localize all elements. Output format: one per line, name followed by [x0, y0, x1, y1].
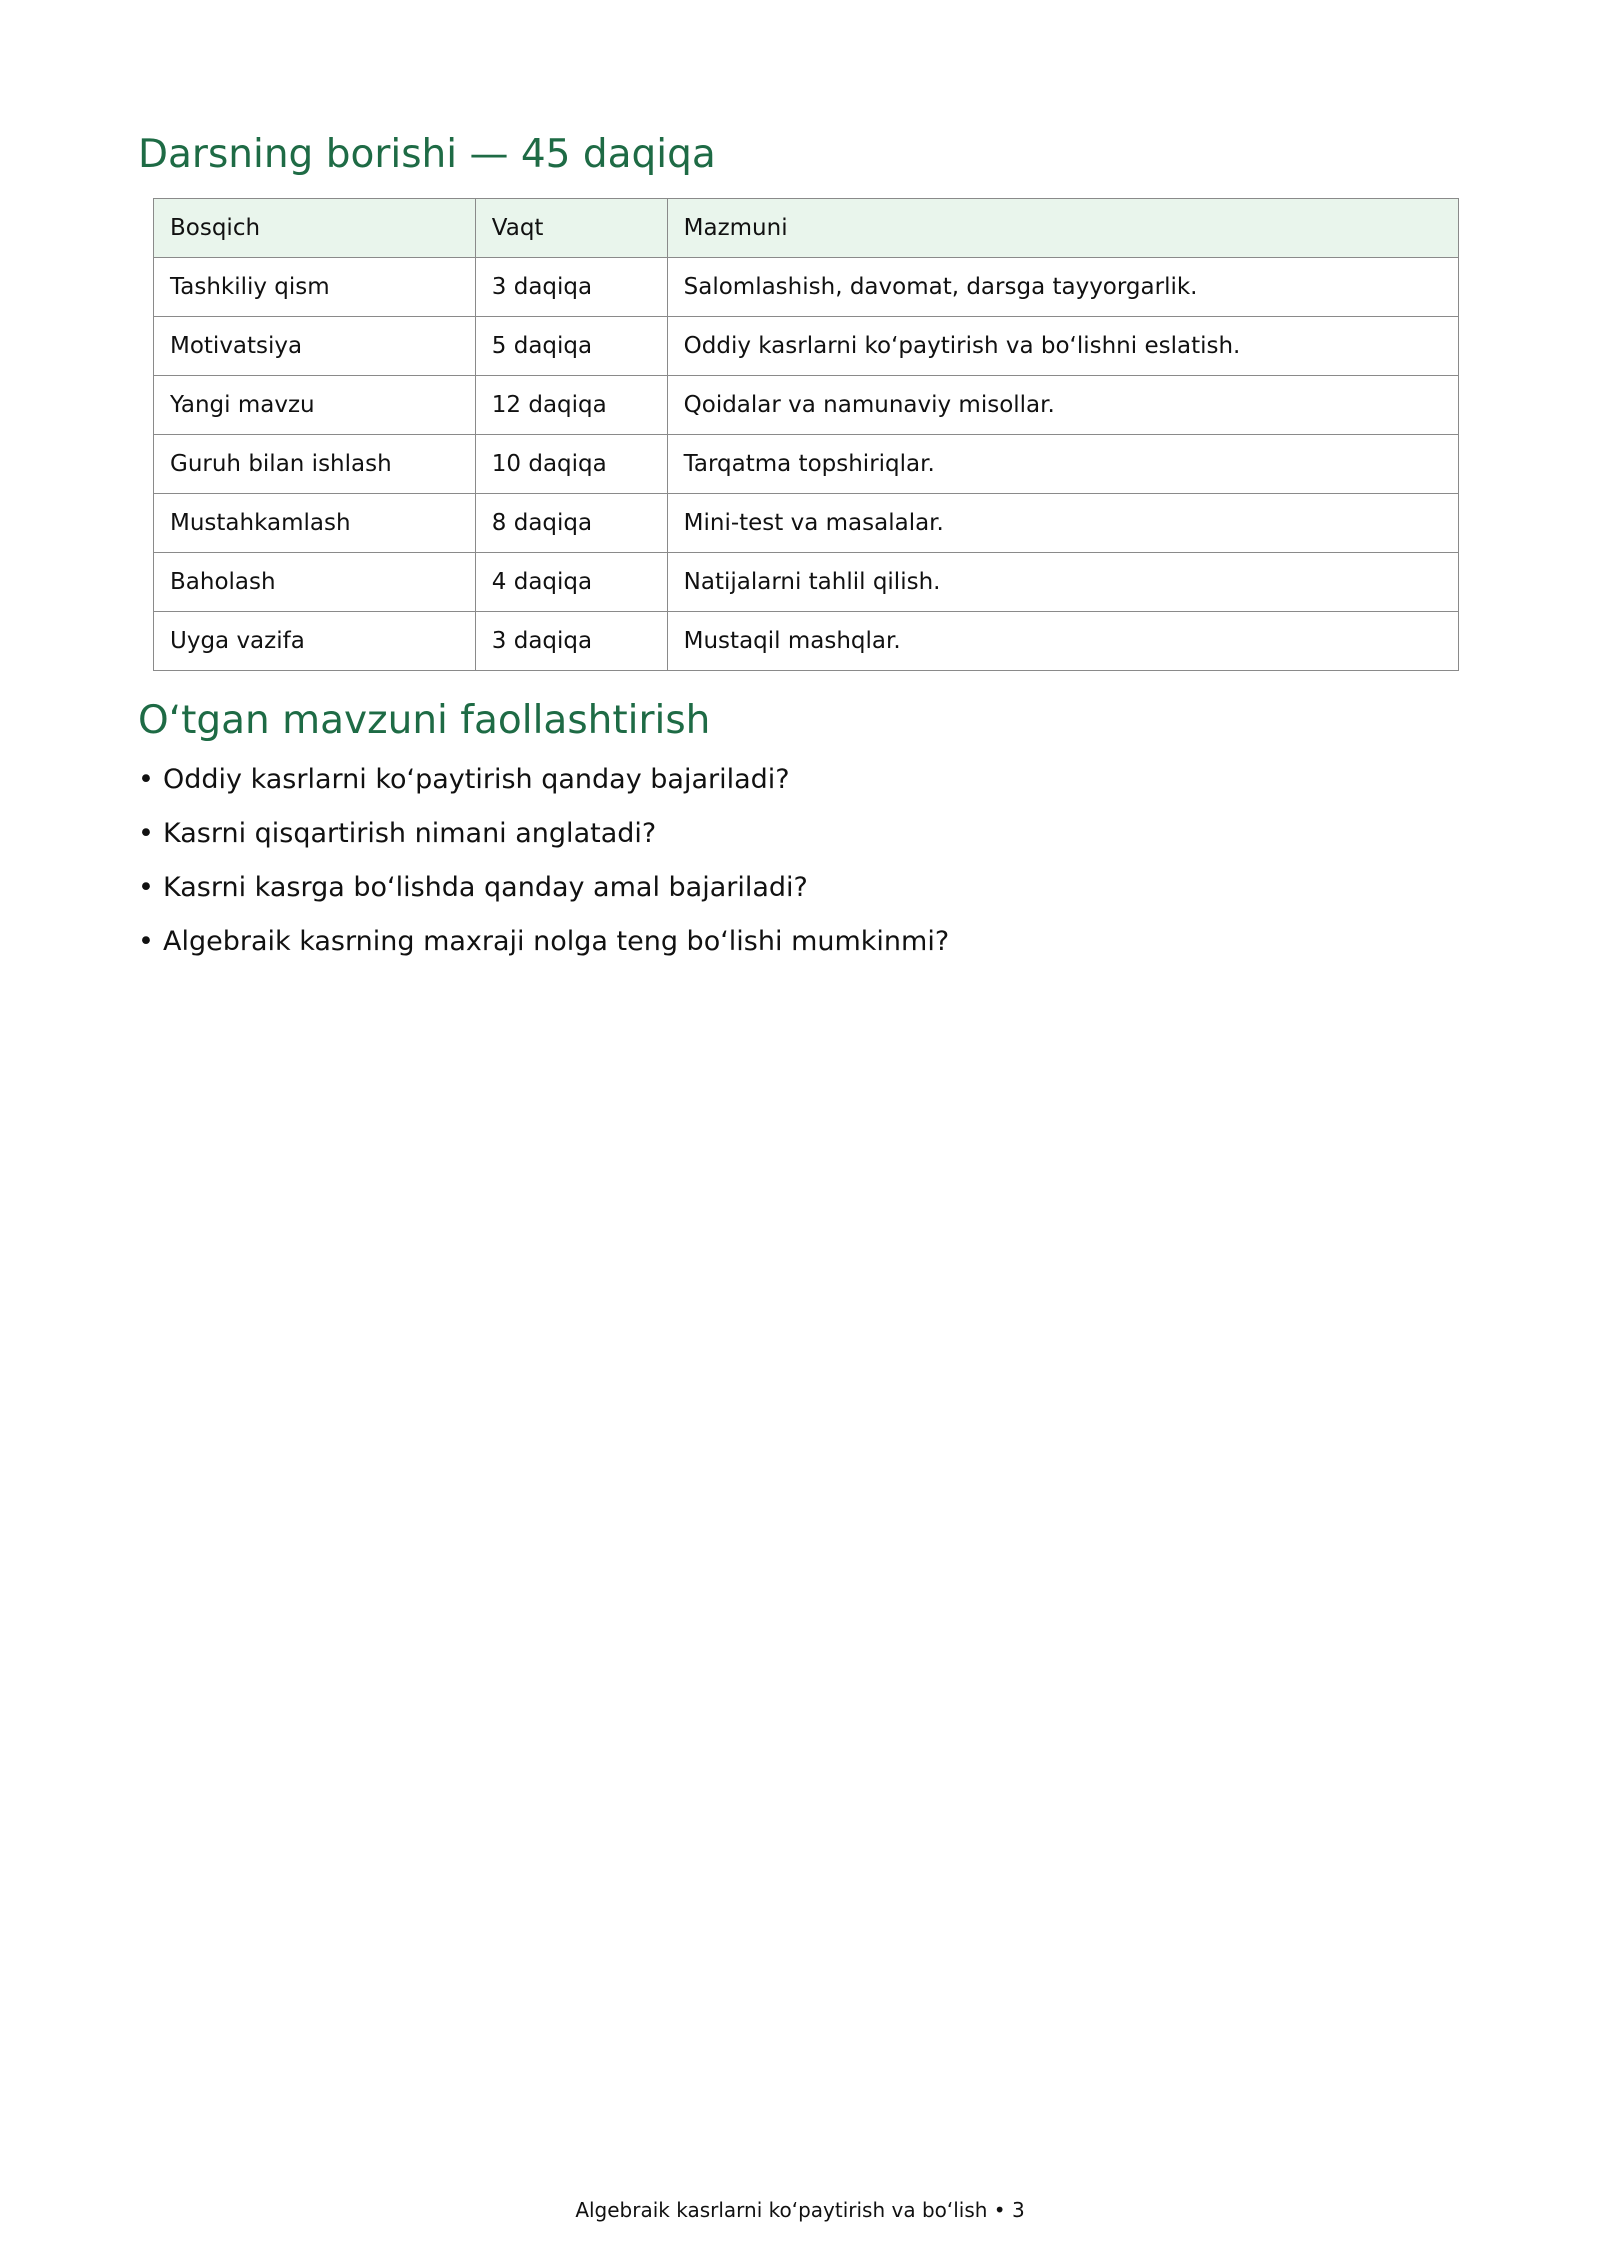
content-cell: Mustaqil mashqlar. [667, 612, 1458, 671]
stage-cell: Motivatsiya [154, 317, 476, 376]
question-text: Oddiy kasrlarni ko‘paytirish qanday bajariladi? [163, 764, 790, 795]
table-header-row [154, 199, 1459, 258]
stage-cell: Uyga vazifa [154, 612, 476, 671]
bullet-icon: • [138, 818, 154, 849]
bullet-icon: • [138, 872, 154, 903]
table-row [154, 376, 1459, 435]
content-cell: Tarqatma topshiriqlar. [667, 435, 1458, 494]
table-row [154, 494, 1459, 553]
stage-cell: Baholash [154, 553, 476, 612]
content-cell: Natijalarni tahlil qilish. [667, 553, 1458, 612]
stage-cell: Guruh bilan ishlash [154, 435, 476, 494]
time-cell: 12 daqiqa [475, 376, 667, 435]
question-text: Kasrni kasrga bo‘lishda qanday amal bajariladi? [163, 872, 808, 903]
page-footer: Algebraik kasrlarni ko‘paytirish va bo‘lish • 3 [575, 2198, 1025, 2222]
content-cell: Mini-test va masalalar. [667, 494, 1458, 553]
stage-cell: Yangi mavzu [154, 376, 476, 435]
time-cell: 3 daqiqa [475, 258, 667, 317]
time-cell: 5 daqiqa [475, 317, 667, 376]
bullet-icon: • [138, 764, 154, 795]
table-row [154, 435, 1459, 494]
time-cell: 4 daqiqa [475, 553, 667, 612]
time-cell: 8 daqiqa [475, 494, 667, 553]
review-heading: O‘tgan mavzuni faollashtirish [138, 698, 711, 743]
content-cell: Qoidalar va namunaviy misollar. [667, 376, 1458, 435]
content-cell: Salomlashish, davomat, darsga tayyorgarlik. [667, 258, 1458, 317]
question-text: Algebraik kasrning maxraji nolga teng bo‘lishi mumkinmi? [163, 926, 950, 957]
table-row [154, 612, 1459, 671]
bullet-icon: • [138, 926, 154, 957]
lesson-flow-heading: Darsning borishi — 45 daqiqa [138, 132, 716, 177]
content-cell: Oddiy kasrlarni ko‘paytirish va bo‘lishni eslatish. [667, 317, 1458, 376]
review-question-list [138, 760, 949, 976]
question-text: Kasrni qisqartirish nimani anglatadi? [163, 818, 657, 849]
time-cell: 3 daqiqa [475, 612, 667, 671]
header-content: Mazmuni [667, 199, 1458, 258]
list-item [138, 760, 949, 814]
stage-cell: Tashkiliy qism [154, 258, 476, 317]
header-time: Vaqt [475, 199, 667, 258]
lesson-plan-table [153, 198, 1459, 671]
time-cell: 10 daqiqa [475, 435, 667, 494]
stage-cell: Mustahkamlash [154, 494, 476, 553]
header-stage: Bosqich [154, 199, 476, 258]
list-item [138, 814, 949, 868]
table-row [154, 258, 1459, 317]
table-row [154, 317, 1459, 376]
table-row [154, 553, 1459, 612]
list-item [138, 868, 949, 922]
list-item [138, 922, 949, 976]
